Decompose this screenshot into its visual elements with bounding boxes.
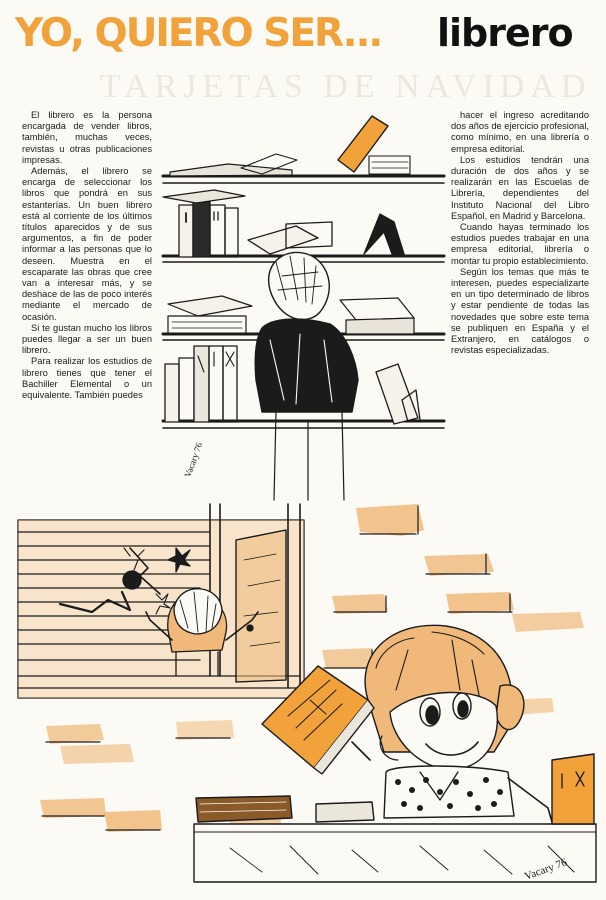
- artist-signature: Vacary 76: [522, 856, 569, 883]
- paragraph: Cuando hayas terminado los estudios puedes trabajar en una empresa editorial, librería o montar tu propio establecimiento.: [451, 222, 589, 266]
- paragraph: Para realizar los estudios de librero tienes que tener el Bachiller Elemental o un equivalente. También puedes: [22, 356, 152, 401]
- show-through-text: TARJETAS DE NAVIDAD: [100, 68, 592, 105]
- paragraph: Además, el librero se encarga de seleccionar los libros que pondrá en sus estanterías. Un buen librero está al corriente de los últimos títulos aparecidos y de sus argumentos, a fin de poder informar a las personas que lo deseen. Muestra en el escaparate las obras que cree van a interesar más, y se deshace de las de poco interés mediante el mercado de ocasión.: [22, 166, 152, 322]
- girl-with-book: [262, 625, 552, 822]
- paragraph: Si te gustan mucho los libros puedes llegar a ser un buen librero.: [22, 322, 152, 356]
- page-title: YO, QUIERO SER...: [15, 11, 382, 56]
- paragraph: hacer el ingreso acreditando dos años de ejercicio profesional, como mínimo, en una librería o empresa editorial.: [451, 110, 589, 154]
- paragraph: Los estudios tendrán una duración de dos años y se realizarán en las Escuelas de Librería, dependientes del Instituto Nacional del Libro Español, en Madrid y Barcelona.: [451, 154, 589, 221]
- artist-signature: Vacary 76: [182, 441, 205, 479]
- profession-title: librero: [437, 11, 573, 55]
- paragraph: El librero es la persona encargada de vender libros, también, muchas veces, revistas u otras publicaciones impresas.: [22, 110, 152, 165]
- paragraph: Según los temas que más te interesen, puedes especializarte en un tipo determinado de libros y estar pendiente de todas las novedades que sobre este tema se publiquen en España y el Extranjero, en catálogos o revistas especializadas.: [451, 266, 589, 356]
- bookshelf-illustration: [163, 116, 444, 500]
- window-scene: [18, 504, 304, 698]
